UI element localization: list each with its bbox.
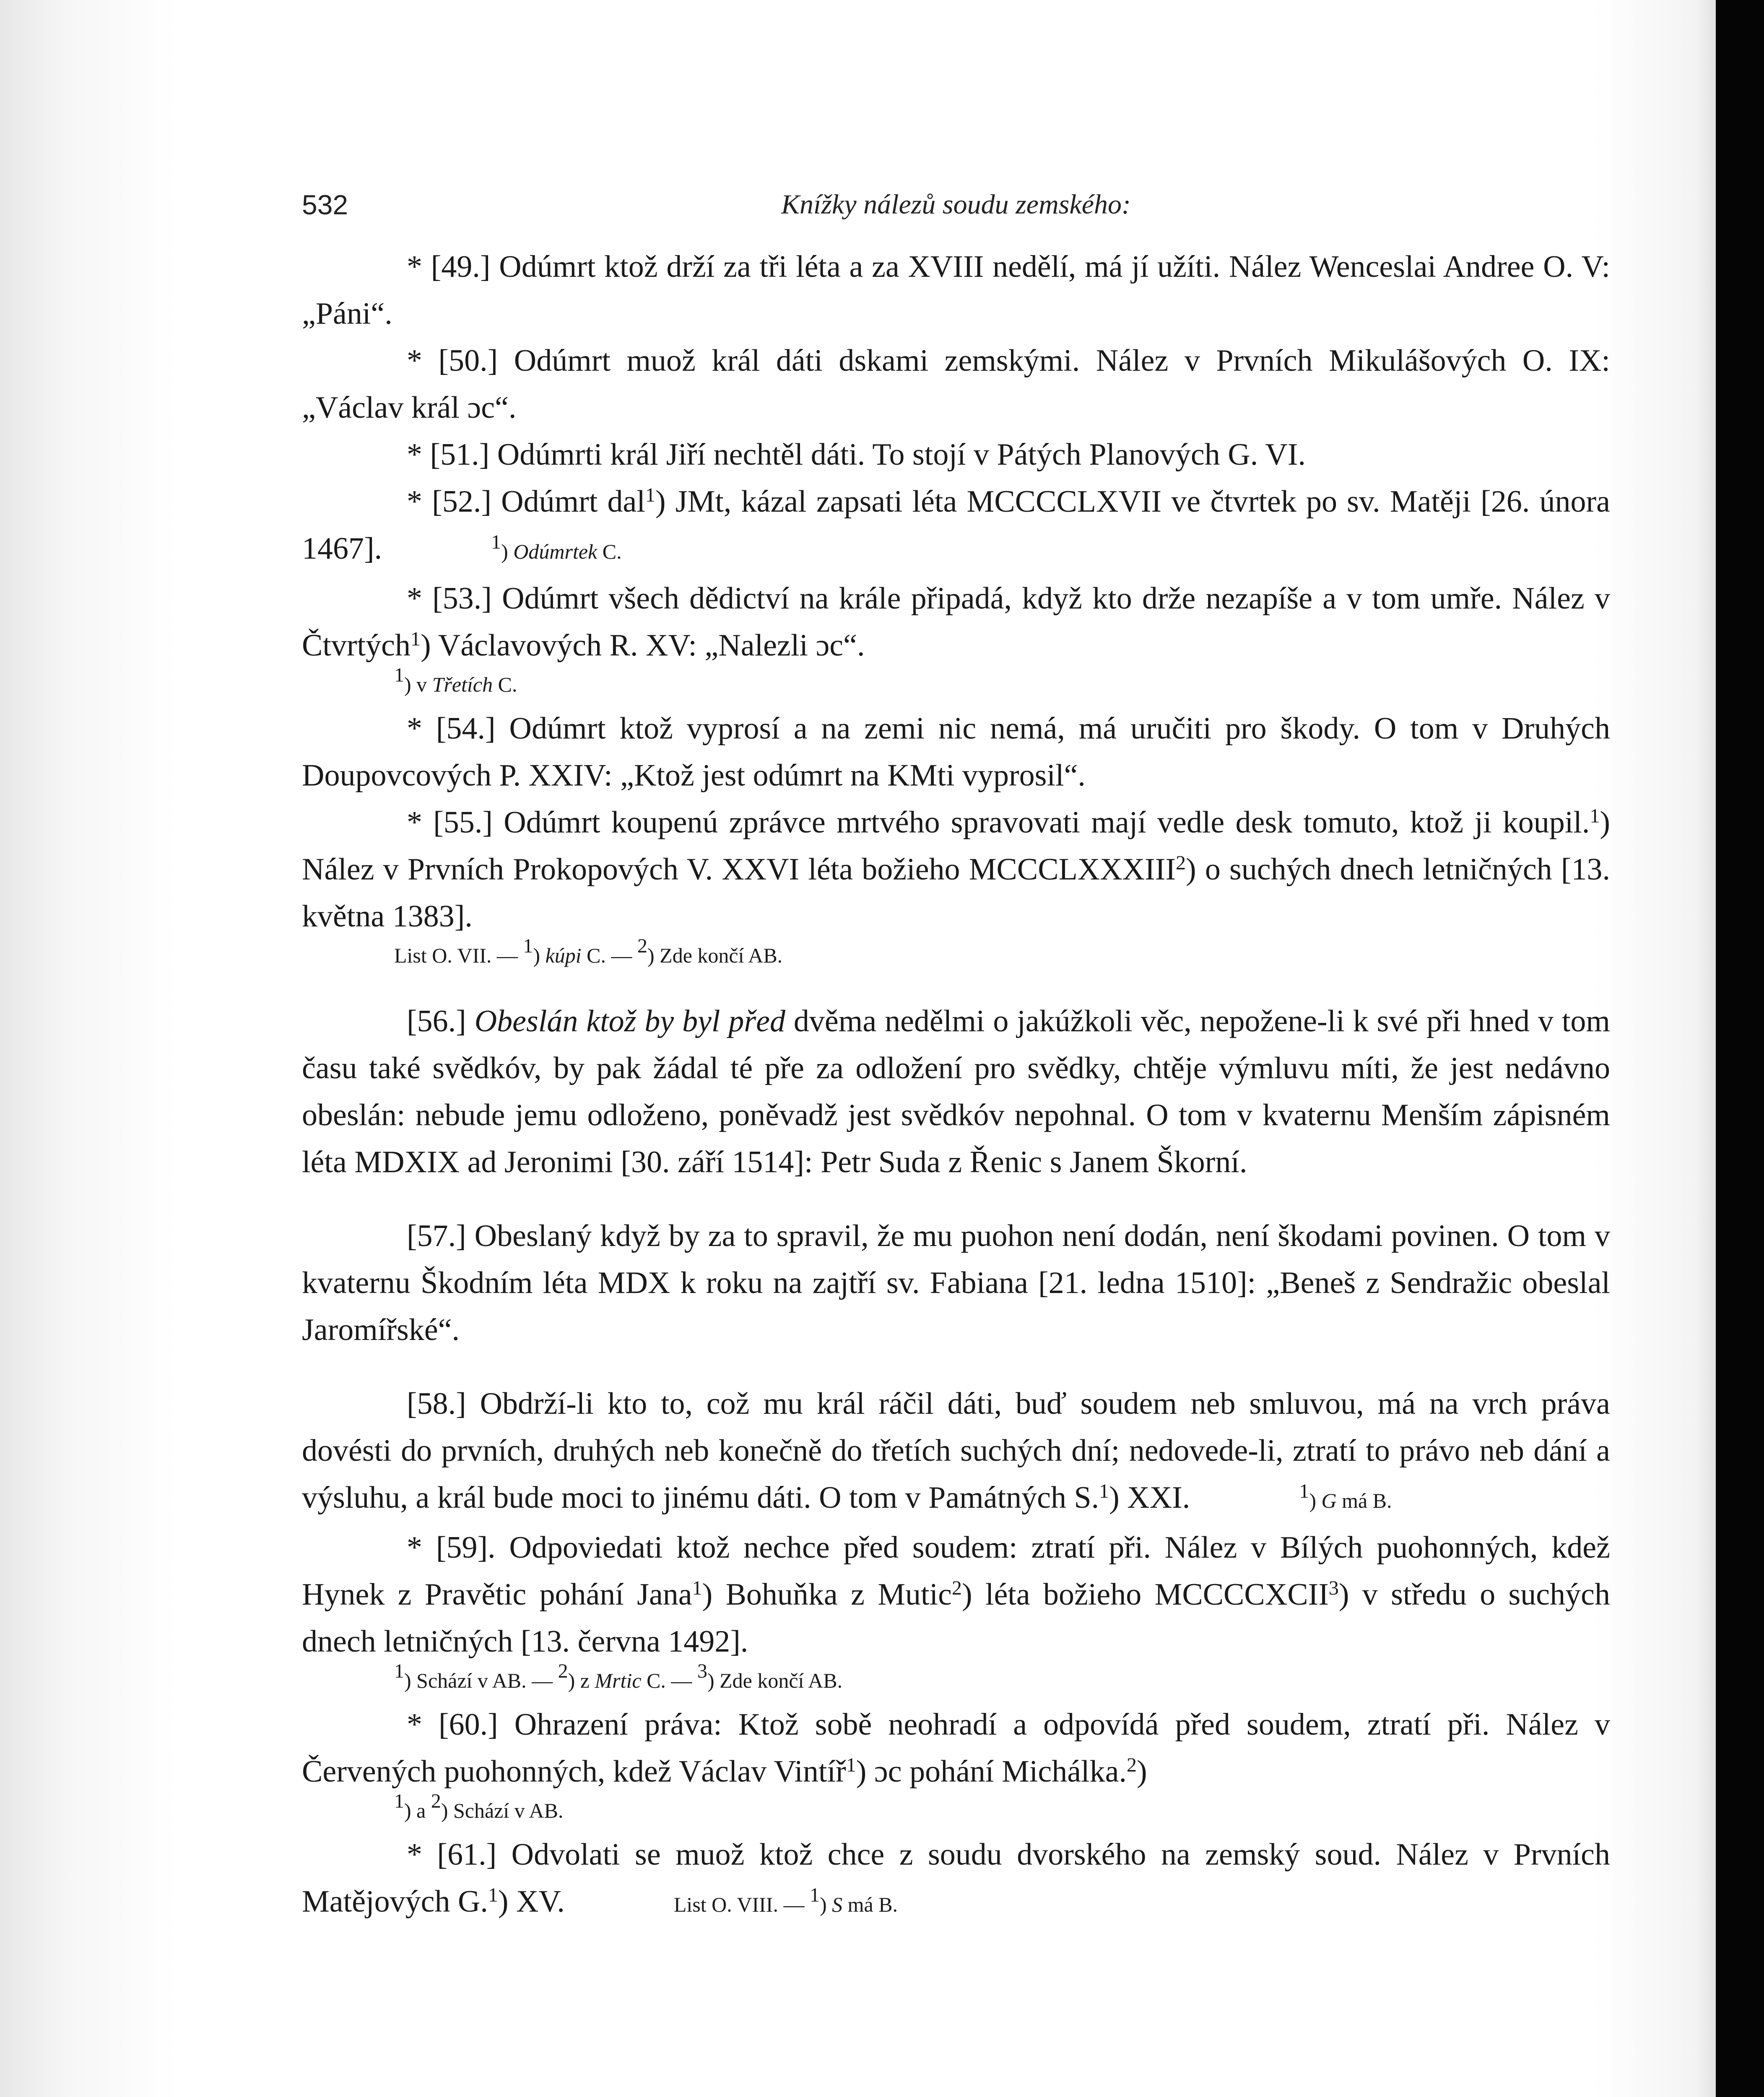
entry-text: [58.] Obdrží-li kto to, což mu král ráčil dáti, buď soudem neb smluvou, má na vrch práva dovésti do prvních, druhých neb konečně do třetích suchých dní; nedovede-li, ztratí to právo neb dání a výsluhu, a král bude moci to jinému dáti. O tom v Památných S. [302, 1387, 1610, 1515]
footnote-text: C. [597, 540, 622, 563]
footnote-variant: kúpi [545, 944, 582, 967]
footnote-text: ) Zde končí AB. [647, 944, 783, 967]
footnote-ref: 1 [645, 484, 655, 506]
footnote-ref: 2 [951, 1577, 962, 1599]
book-page [302, 172, 1610, 2097]
entry-text: ) léta božieho MCCCCXCII [961, 1577, 1329, 1612]
running-title: Knížky nálezů soudu zemského: [781, 189, 1131, 220]
entry-text: ) Nález v Prvních Prokopových V. XXVI léta božieho MCCCLXXXIII [302, 805, 1610, 887]
entry-text: ) JMt, kázal zapsati léta MCCCCLXVII ve čtvrtek po sv. Matěji [26. února 1467]. [302, 484, 1610, 566]
entry-60 [302, 1701, 1610, 1795]
entry-58 [302, 1380, 1610, 1524]
footnote-ref: 1 [488, 1884, 498, 1906]
entry-57: [57.] Obeslaný když by za to spravil, že mu puohon není dodán, není škodami povinen. O tom v kvaternu Škodním léta MDX k roku na zajtří sv. Fabiana [21. ledna 1510]: „Beneš z Sendražic obeslal Jaromířské“. [302, 1219, 1610, 1347]
footnote-text: ) [819, 1893, 832, 1916]
footnote-text: List O. VII. — [394, 944, 523, 967]
footnote-marker: 1 [809, 1884, 820, 1906]
footnote-marker: 1 [394, 1790, 404, 1812]
footnote-marker: 2 [558, 1660, 568, 1682]
entry-55 [302, 799, 1610, 940]
footnote-ref: 1 [410, 628, 421, 650]
entry-text: ) v středu o suchých dnech letničných [13. června 1492]. [302, 1577, 1610, 1659]
footnote-marker: 1 [491, 531, 501, 553]
entry-text: * [59]. Odpoviedati ktož nechce před soudem: ztratí při. Nález v Bílých puohonných, kdež Hynek z Pravětic pohání Jana [302, 1530, 1610, 1612]
entry-text: ) ɔc pohání Michálka. [856, 1754, 1127, 1789]
footnote-text: ) [1309, 1489, 1322, 1512]
entry-text: * [60.] Ohrazení práva: Ktož sobě neohradí a odpovídá před soudem, ztratí při. Nález v Červených puohonných, kdež Václav Vintíř [302, 1707, 1610, 1789]
footnote-text: ) a [404, 1799, 431, 1822]
footnote-text: C. [493, 673, 517, 696]
footnote-ref: 1 [1099, 1480, 1109, 1502]
entry-59 [302, 1524, 1610, 1665]
footnote-53 [302, 664, 1610, 700]
entry-text: ) o suchých dnech letničných [13. května 1383]. [302, 852, 1610, 934]
entry-53 [302, 575, 1610, 669]
entry-text: [56.] [407, 1004, 475, 1038]
footnote-variant: G [1321, 1489, 1337, 1512]
scan-edge-shadow [1716, 0, 1764, 2097]
entry-text: * [53.] Odúmrt všech dědictví na krále připadá, když kto drže nezapíše a v tom umře. Nález v Čtvrtých [302, 581, 1610, 663]
entry-61 [302, 1831, 1610, 1928]
footnote-61 [565, 1884, 898, 1916]
footnote-marker: 1 [523, 935, 533, 957]
footnote-text: ) [533, 944, 546, 967]
entry-text: * [52.] Odúmrt dal [407, 484, 645, 519]
body-text [302, 243, 1610, 1928]
footnote-marker: 1 [394, 664, 404, 686]
footnote-ref: 1 [692, 1577, 702, 1599]
footnote-text: má B. [1336, 1489, 1392, 1512]
footnote-variant: Třetích [432, 673, 493, 696]
footnote-58 [1190, 1480, 1392, 1512]
entry-52 [302, 478, 1610, 575]
entry-text: ) Václavových R. XV: „Nalezli ɔc“. [420, 628, 865, 663]
footnote-text: ) Schází v AB. [441, 1799, 564, 1822]
footnote-text: ) [501, 540, 514, 563]
page-number: 532 [302, 189, 348, 220]
footnote-ref: 1 [1590, 805, 1600, 827]
footnote-text: List O. VIII. — [673, 1893, 810, 1916]
footnote-ref: 2 [1126, 1754, 1137, 1776]
entry-49: * [49.] Odúmrt ktož drží za tři léta a za XVIII nedělí, má jí užíti. Nález Wenceslai Andree O. V: „Páni“. [302, 250, 1610, 331]
entry-56 [302, 998, 1610, 1186]
footnote-variant: Odúmrtek [513, 540, 598, 563]
footnote-marker: 2 [637, 935, 648, 957]
entry-text: ) [1136, 1754, 1147, 1789]
footnote-60 [302, 1790, 1610, 1826]
footnote-52 [382, 531, 622, 563]
entry-text: * [55.] Odúmrt koupenú zprávce mrtvého spravovati mají vedle desk tomuto, ktož ji koupil. [407, 805, 1590, 840]
entry-54: * [54.] Odúmrt ktož vyprosí a na zemi nic nemá, má uručiti pro škody. O tom v Druhých Doupovcových P. XXIV: „Ktož jest odúmrt na KMti vyprosil“. [302, 711, 1610, 793]
footnote-55 [302, 935, 1610, 971]
footnote-marker: 2 [431, 1790, 441, 1812]
footnote-59 [302, 1660, 1610, 1696]
entry-text: * [61.] Odvolati se muož ktož chce z soudu dvorského na zemský soud. Nález v Prvních Matějových G. [302, 1837, 1610, 1919]
footnote-text: ) v [404, 673, 432, 696]
entry-text: dvěma nedělmi o jakúžkoli věc, nepožene-li k své při hned v tom času také svědkóv, by pak žádal té pře za odložení pro svědky, chtěje výmluvu míti, že jest nedávno obeslán: nebude jemu odloženo, poněvadž jest svědkóv nepohnal. O tom v kvaternu Menším zápisném léta MDXIX ad Jeronimi [30. září 1514]: Petr Suda z Řenic s Janem Škorní. [302, 1004, 1610, 1179]
entry-50: * [50.] Odúmrt muož král dáti dskami zemskými. Nález v Prvních Mikulášových O. IX: „Václav král ɔc“. [302, 343, 1610, 425]
footnote-text: ) Schází v AB. — [404, 1669, 558, 1692]
footnote-variant: Mrtic [595, 1669, 642, 1692]
entry-51: * [51.] Odúmrti král Jiří nechtěl dáti. To stojí v Pátých Planových G. VI. [407, 437, 1306, 472]
footnote-text: ) z [568, 1669, 595, 1692]
entry-text: ) XV. [498, 1884, 565, 1919]
footnote-text: má B. [842, 1893, 898, 1916]
footnote-text: C. — [641, 1669, 697, 1692]
footnote-text: C. — [581, 944, 638, 967]
footnote-marker: 3 [697, 1660, 707, 1682]
footnote-variant: S [832, 1893, 843, 1916]
running-head [302, 172, 1610, 226]
entry-italic-text: Obeslán ktož by byl před [474, 1004, 786, 1038]
footnote-text: ) Zde končí AB. [707, 1669, 843, 1692]
footnote-marker: 1 [1299, 1480, 1309, 1502]
footnote-marker: 1 [394, 1660, 404, 1682]
entry-text: ) Bohuňka z Mutic [702, 1577, 952, 1612]
footnote-ref: 1 [846, 1754, 856, 1776]
footnote-ref: 3 [1328, 1577, 1339, 1599]
footnote-ref: 2 [1176, 852, 1186, 874]
entry-text: ) XXI. [1109, 1480, 1190, 1515]
